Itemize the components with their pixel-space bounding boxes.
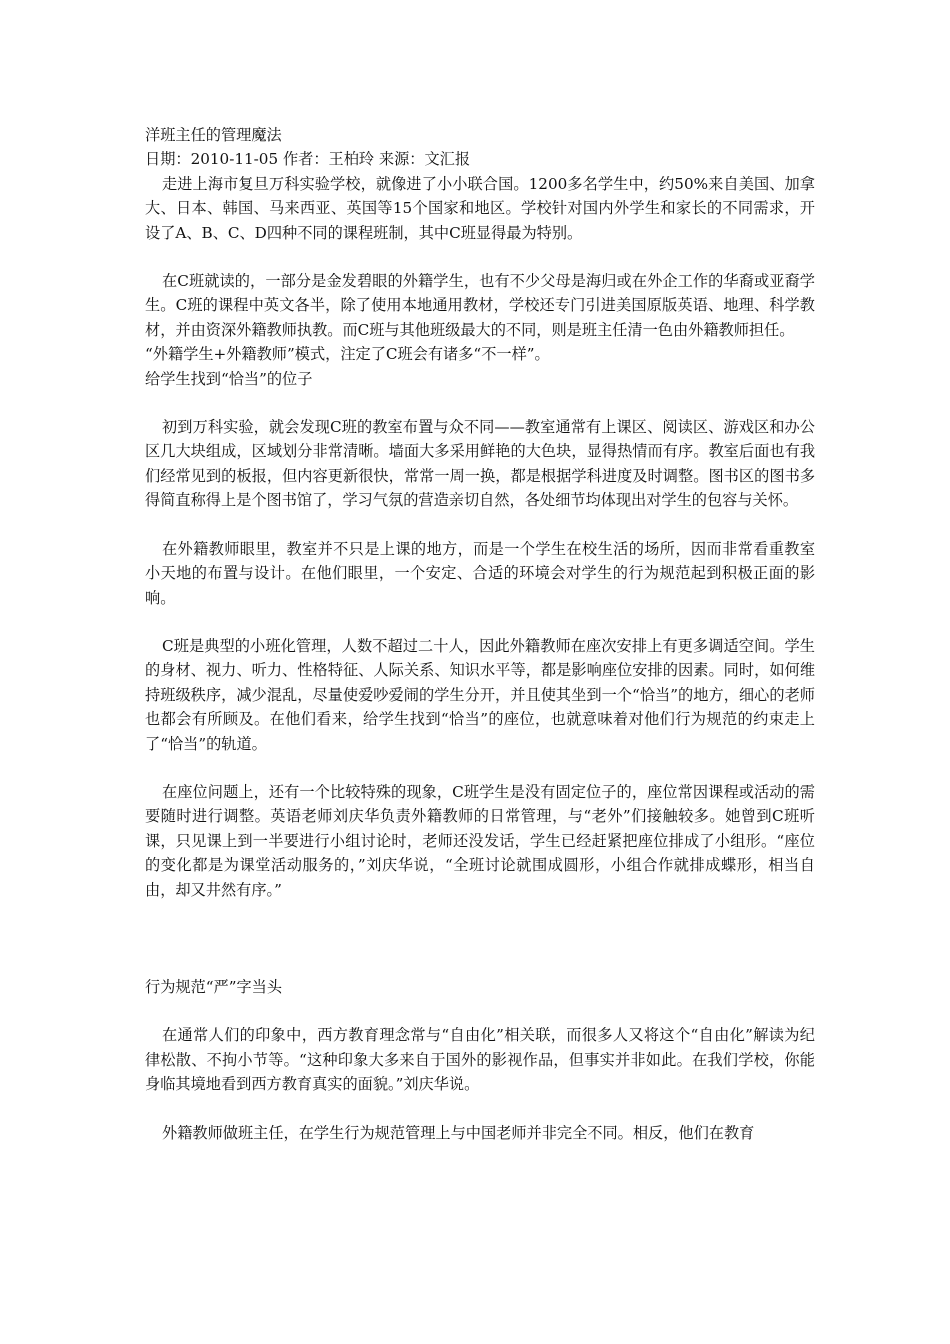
section2-paragraph-2: 外籍教师做班主任，在学生行为规范管理上与中国老师并非完全不同。相反，他们在教育: [162, 1123, 755, 1142]
article-meta: 日期：2010-11-05 作者：王柏玲 来源：文汇报: [145, 150, 471, 169]
paragraph-gap: [145, 999, 815, 1023]
mode-line: “外籍学生+外籍教师”模式，注定了C班会有诸多“不一样”。: [145, 345, 550, 364]
paragraph-gap: [145, 610, 815, 634]
section1-paragraph-1: 初到万科实验，就会发现C班的教室布置与众不同——教室通常有上课区、阅读区、游戏区和办公区几大块组成，区域划分非常清晰。墙面大多采用鲜艳的大色块，显得热情而有序。教室后面也有我们经常见到的板报，但内容更新很快，常常一周一换，都是根据学科进度及时调整。图书区的图书多得简直称得上是个图书馆了，学习气氛的营造亲切自然，各处细节均体现出对学生的包容与关怀。: [145, 418, 815, 510]
article-title: 洋班主任的管理魔法: [145, 126, 282, 144]
section-gap: [145, 902, 815, 975]
section1-paragraph-3: C班是典型的小班化管理，人数不超过二十人，因此外籍教师在座次安排上有更多调适空间。学生的身材、视力、听力、性格特征、人际关系、知识水平等，都是影响座位安排的因素。同时，如何维持班级秩序，减少混乱，尽量使爱吵爱闹的学生分开，并且使其坐到一个“恰当”的地方，细心的老师也都会有所顾及。在他们看来，给学生找到“恰当”的座位，也就意味着对他们行为规范的约束走上了“恰当”的轨道。: [145, 636, 815, 753]
section2-paragraph-1: 在通常人们的印象中，西方教育理念常与“自由化”相关联，而很多人又将这个“自由化”解读为纪律松散、不拘小节等。“这种印象大多来自于国外的影视作品，但事实并非如此。在我们学校，你能身临其境地看到西方教育真实的面貌。”刘庆华说。: [145, 1026, 815, 1094]
intro-paragraph-2: 在C班就读的，一部分是金发碧眼的外籍学生，也有不少父母是海归或在外企工作的华裔或亚裔学生。C班的课程中英文各半，除了使用本地通用教材，学校还专门引进美国原版英语、地理、科学教材，并由资深外籍教师执教。而C班与其他班级最大的不同，则是班主任清一色由外籍教师担任。: [145, 272, 815, 339]
paragraph-gap: [145, 1097, 815, 1121]
paragraph-gap: [145, 245, 815, 269]
paragraph-gap: [145, 513, 815, 537]
section1-paragraph-4: 在座位问题上，还有一个比较特殊的现象，C班学生是没有固定位子的，座位常因课程或活动的需要随时进行调整。英语老师刘庆华负责外籍教师的日常管理，与“老外”们接触较多。她曾到C班听课，只见课上到一半要进行小组讨论时，老师还没发话，学生已经赶紧把座位排成了小组形。“座位的变化都是为课堂活动服务的，”刘庆华说，“全班讨论就围成圆形，小组合作就排成蝶形，相当自由，却又井然有序。”: [145, 782, 815, 899]
section1-paragraph-2: 在外籍教师眼里，教室并不只是上课的地方，而是一个学生在校生活的场所，因而非常看重教室小天地的布置与设计。在他们眼里，一个安定、合适的环境会对学生的行为规范起到积极正面的影响。: [145, 539, 815, 607]
document-page: [145, 123, 815, 1145]
paragraph-gap: [145, 391, 815, 415]
intro-paragraph-1: 走进上海市复旦万科实验学校，就像进了小小联合国。1200多名学生中，约50%来自美国、加拿大、日本、韩国、马来西亚、英国等15个国家和地区。学校针对国内外学生和家长的不同需求，开设了A、B、C、D四种不同的课程班制，其中C班显得最为特别。: [145, 174, 815, 242]
section-heading-seats: 给学生找到“恰当”的位子: [145, 369, 313, 388]
paragraph-gap: [145, 756, 815, 780]
section-heading-discipline: 行为规范“严”字当头: [145, 977, 283, 996]
